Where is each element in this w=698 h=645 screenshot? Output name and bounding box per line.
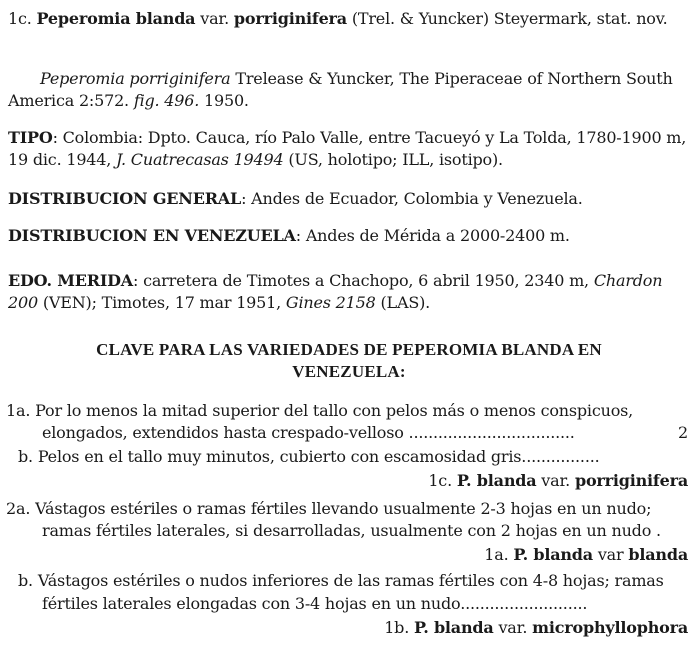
key-2b-text1: Vástagos estériles o nudos inferiores de las ramas fértiles con 4-8 hojas; ramas xyxy=(37,571,664,590)
key-2b-number: b. xyxy=(18,571,33,590)
basionym-citation: Trelease & Yuncker, The Piperaceae of Northern South America 2:572. xyxy=(8,69,673,110)
key-2b-result-var: var. xyxy=(498,618,528,637)
edo-merida-text-a: : carretera de Timotes a Chachopo, 6 abril 1950, 2340 m, xyxy=(133,271,589,290)
edo-merida-collector-a: Chardon 200 xyxy=(8,271,663,312)
key-2a-result-var: var xyxy=(597,545,624,564)
distribution-general-label: DISTRIBUCION GENERAL xyxy=(8,189,242,208)
entry-species-name: Peperomia blanda xyxy=(36,9,196,28)
key-1a-line2 xyxy=(42,422,575,444)
key-1a-text1: Por lo menos la mitad superior del tallo con pelos más o menos conspicuos, xyxy=(35,401,634,420)
key-1a-number: 1a. xyxy=(6,401,31,420)
key-2b-result xyxy=(384,617,688,639)
key-1a-lead: 2 xyxy=(678,423,688,442)
edo-merida-text-b: (VEN); Timotes, 17 mar 1951, xyxy=(42,293,282,312)
key-1b-result xyxy=(428,470,688,492)
distribution-venezuela-paragraph xyxy=(8,225,690,247)
entry-number: 1c. xyxy=(8,9,32,28)
key-heading-line1: CLAVE PARA LAS VARIEDADES DE PEPEROMIA BLANDA EN xyxy=(96,340,602,359)
key-2a-result xyxy=(484,544,688,566)
key-1b-result-number: 1c. xyxy=(428,471,452,490)
key-1b-number: b. xyxy=(18,447,33,466)
distribution-venezuela-text: : Andes de Mérida a 2000-2400 m. xyxy=(295,226,570,245)
key-1b-result-name: P. blanda xyxy=(456,471,537,490)
entry-authors: (Trel. & Yuncker) Steyermark, stat. nov. xyxy=(351,9,668,28)
key-2b-text2: fértiles laterales elongadas con 3-4 hojas en un nudo.......................... xyxy=(42,594,588,613)
key-1a-line1 xyxy=(6,400,633,422)
distribution-general-paragraph xyxy=(8,188,690,210)
tipo-collector: J. Cuatrecasas 19494 xyxy=(116,150,284,169)
key-2a-number: 2a. xyxy=(6,499,31,518)
key-2a-result-variety: blanda xyxy=(628,545,688,564)
edo-merida-collector-b: Gines 2158 xyxy=(285,293,376,312)
entry-var-word: var. xyxy=(200,9,230,28)
tipo-herbaria: (US, holotipo; ILL, isotipo). xyxy=(288,150,503,169)
key-2a-text1: Vástagos estériles o ramas fértiles llevando usualmente 2-3 hojas en un nudo; xyxy=(35,499,652,518)
key-1b-result-variety: porriginifera xyxy=(574,471,688,490)
key-1b-text1: Pelos en el tallo muy minutos, cubierto con escamosidad gris................ xyxy=(37,447,600,466)
entry-heading xyxy=(8,8,690,30)
key-2b-line1 xyxy=(18,570,664,592)
key-2a-line2 xyxy=(42,520,661,542)
key-2a-text2: ramas fértiles laterales, si desarrolladas, usualmente con 2 hojas en un nudo . xyxy=(42,521,661,540)
key-2a-result-name: P. blanda xyxy=(513,545,593,564)
key-1a-text2: elongados, extendidos hasta crespado-velloso .................................. xyxy=(42,423,575,442)
key-2a-line1 xyxy=(6,498,651,520)
edo-merida-text-c: (LAS). xyxy=(380,293,431,312)
key-2a-result-number: 1a. xyxy=(484,545,509,564)
tipo-label: TIPO xyxy=(8,128,53,147)
edo-merida-label: EDO. MERIDA xyxy=(8,271,133,290)
key-2b-line2 xyxy=(42,593,587,615)
tipo-locality: : Colombia: Dpto. Cauca, río Palo Valle, entre Tacueyó y La Tolda, 1780-1900 m, 19 dic. 1944, xyxy=(8,128,687,169)
distribution-venezuela-label: DISTRIBUCION EN VENEZUELA xyxy=(8,226,296,245)
basionym-figure: fig. 496. xyxy=(133,91,200,110)
entry-variety-name: porriginifera xyxy=(233,9,347,28)
basionym-name: Peperomia porriginifera xyxy=(40,69,231,88)
key-heading-line2: VENEZUELA: xyxy=(292,362,406,381)
edo-merida-paragraph xyxy=(8,270,690,314)
basionym-paragraph xyxy=(8,68,690,112)
key-2b-result-number: 1b. xyxy=(384,618,410,637)
key-2b-result-variety: microphyllophora xyxy=(532,618,688,637)
distribution-general-text: : Andes de Ecuador, Colombia y Venezuela. xyxy=(241,189,583,208)
key-1b-line1 xyxy=(18,446,599,468)
key-1b-result-var: var. xyxy=(541,471,571,490)
key-2b-result-name: P. blanda xyxy=(414,618,494,637)
tipo-paragraph xyxy=(8,127,690,171)
basionym-year: 1950. xyxy=(204,91,249,110)
key-heading xyxy=(8,339,690,383)
